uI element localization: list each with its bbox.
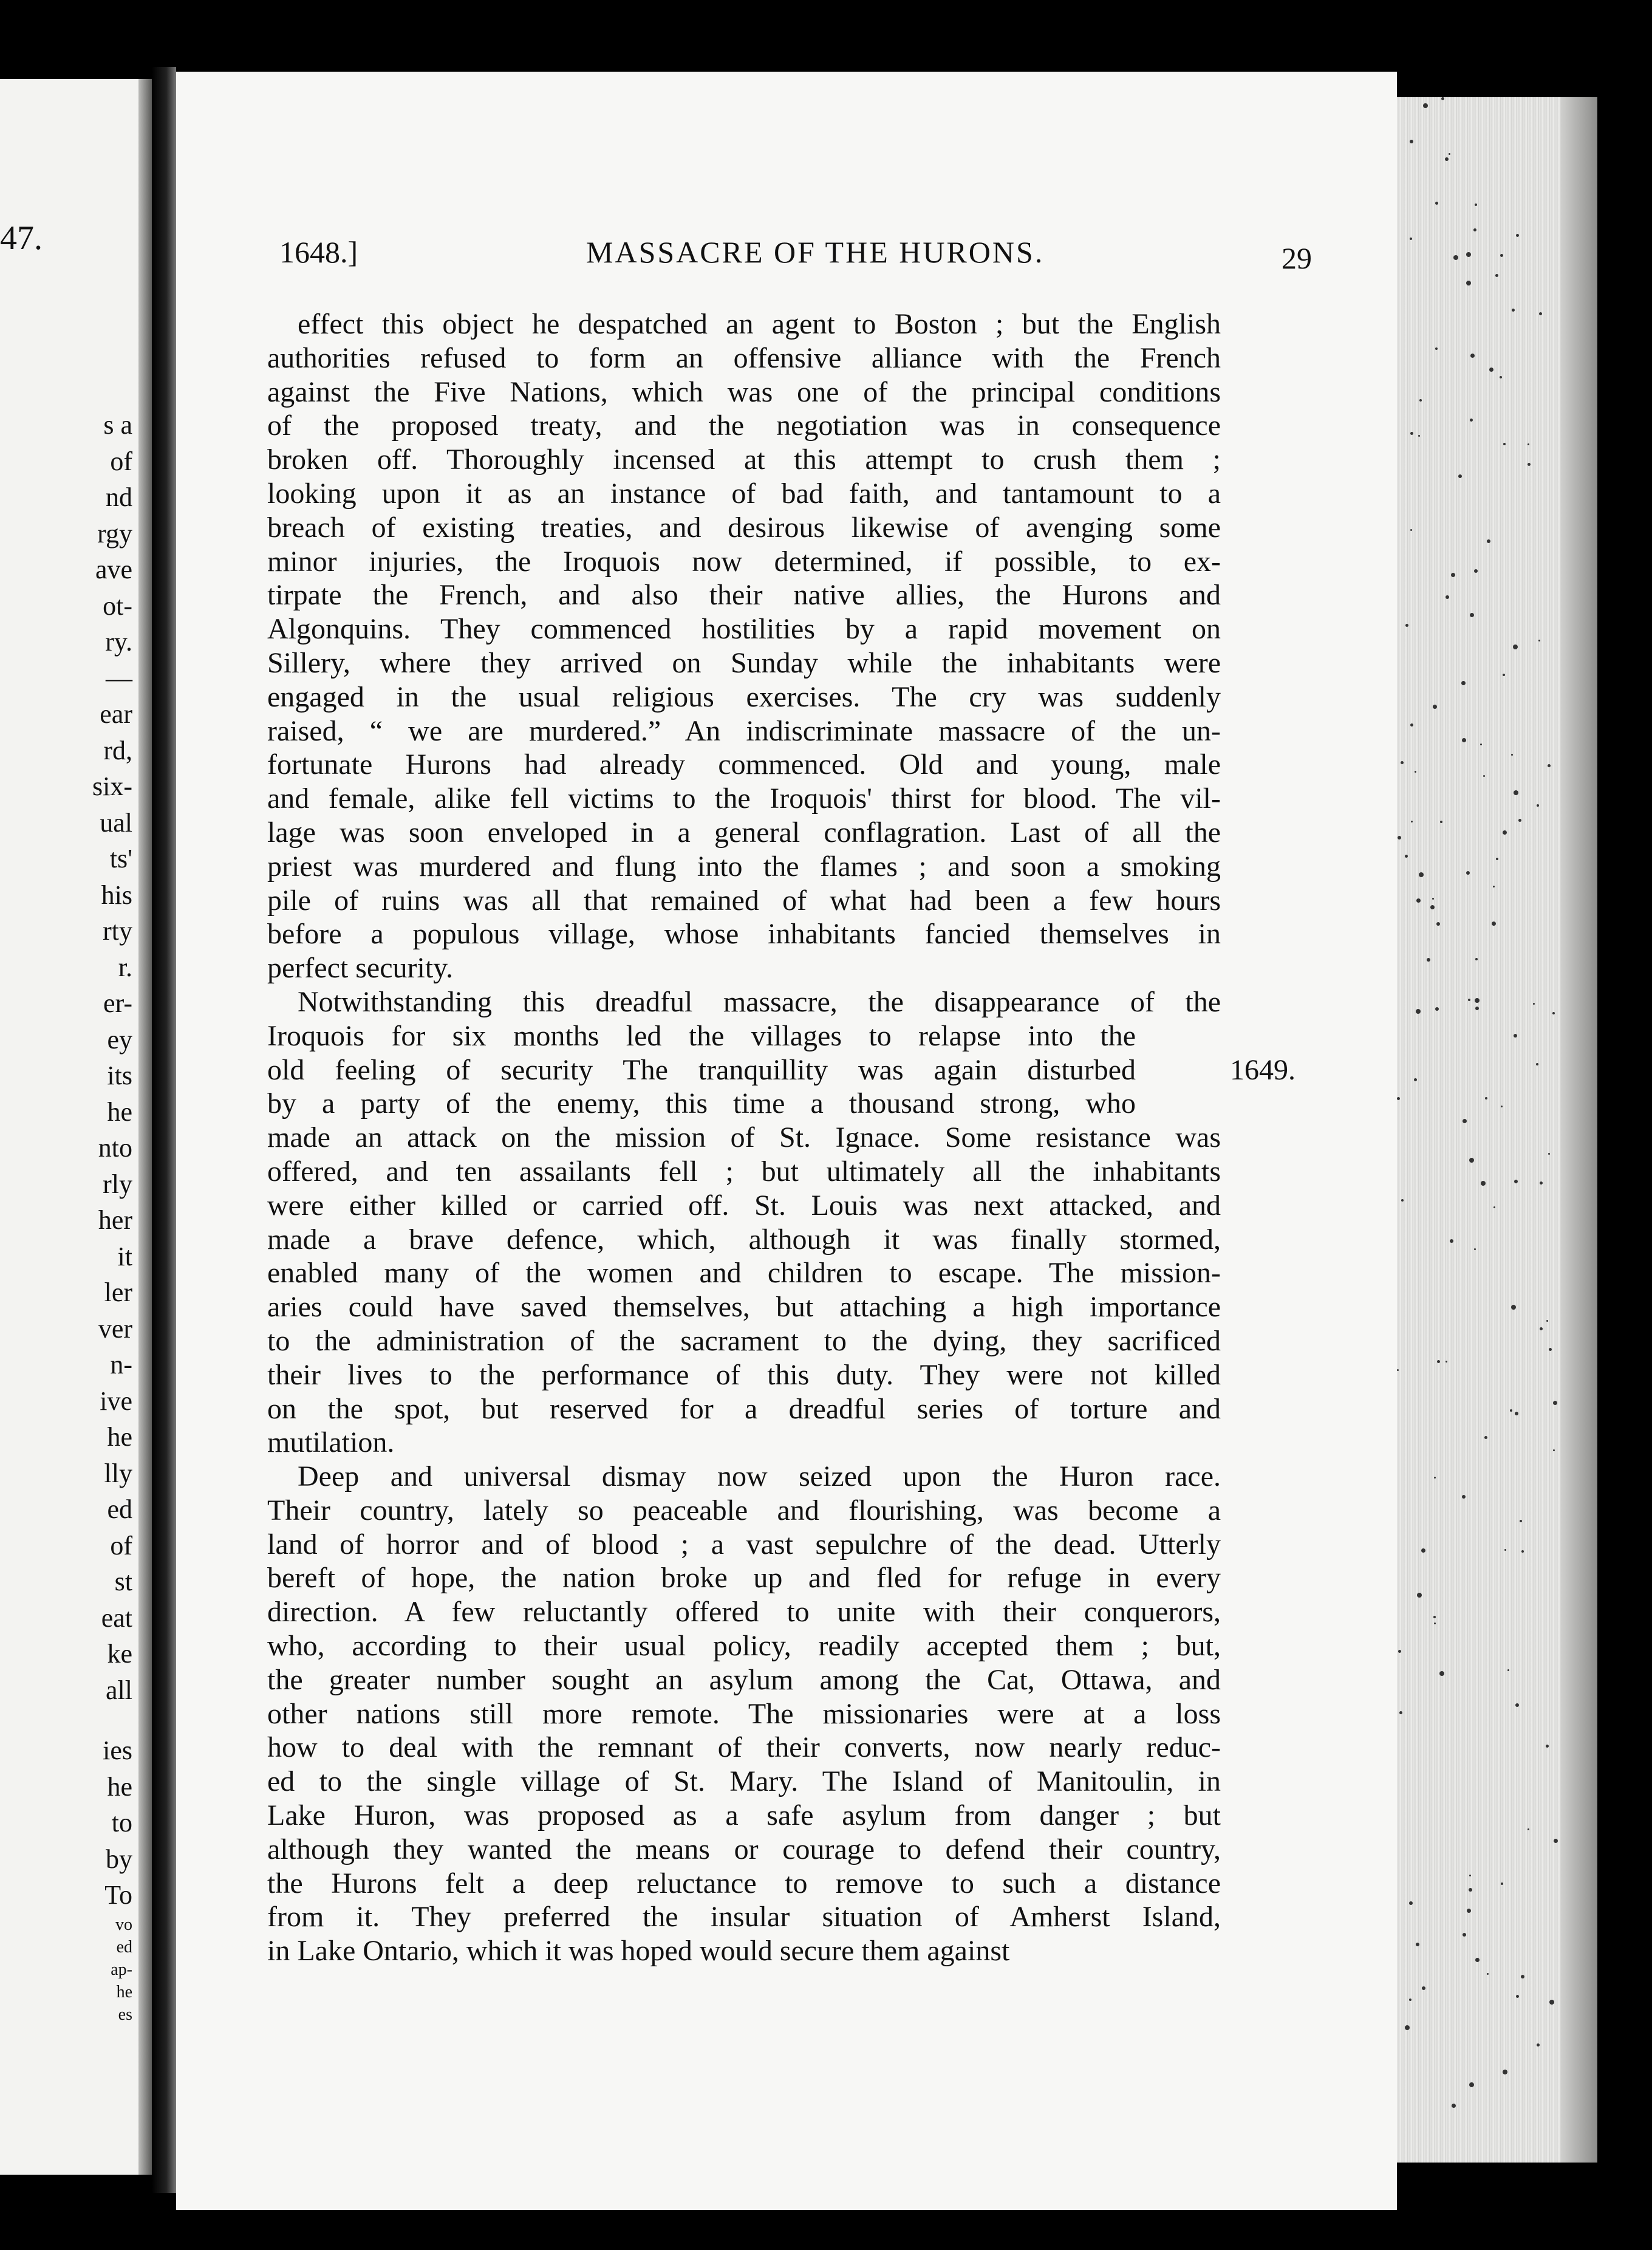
text-line: against the Five Nations, which was one of the principal conditions (267, 375, 1221, 408)
paper-speck (1419, 399, 1422, 402)
previous-page-line-fragment: to (111, 1808, 132, 1838)
previous-page-line-fragment: he (116, 1982, 132, 2002)
paper-speck (1503, 674, 1505, 676)
paper-speck (1435, 347, 1438, 350)
paper-speck (1503, 830, 1507, 835)
text-line: their lives to the performance of this duty. They were not killed (267, 1358, 1221, 1391)
previous-page-edge (0, 79, 152, 2175)
paper-speck (1405, 624, 1408, 627)
paper-speck (1507, 1669, 1509, 1671)
paper-speck (1451, 573, 1455, 577)
paper-speck (1546, 1745, 1549, 1748)
paper-speck (1501, 1882, 1503, 1885)
paper-speck (1495, 274, 1498, 277)
book-fore-edge (1397, 97, 1597, 2163)
paper-speck (1496, 858, 1498, 860)
paper-speck (1462, 1495, 1466, 1499)
previous-page-line-fragment: rgy (97, 518, 132, 549)
paper-speck (1554, 1839, 1558, 1843)
paper-speck (1516, 1995, 1519, 1998)
paper-speck (1470, 613, 1474, 617)
previous-page-line-fragment: of (110, 1530, 132, 1561)
paper-speck (1489, 368, 1493, 372)
previous-page-line-fragment: vo (115, 1915, 132, 1934)
paper-speck (1527, 443, 1529, 445)
paper-speck (1521, 1975, 1524, 1978)
previous-page-line-fragment: his (101, 880, 132, 910)
text-line: from it. They preferred the insular situation of Amherst Island, (267, 1901, 1221, 1934)
paper-speck (1536, 1063, 1538, 1065)
paper-speck (1439, 1671, 1444, 1676)
text-line: fortunate Hurons had already commenced. Old and young, male (267, 748, 1221, 781)
paper-speck (1417, 1593, 1422, 1598)
paper-speck (1474, 569, 1478, 573)
previous-page-line-fragment: r. (118, 952, 132, 982)
paper-speck (1462, 738, 1466, 742)
previous-page-line-fragment: he (107, 1771, 132, 1802)
previous-page-header-fragment: 47. (0, 219, 43, 257)
paper-speck (1485, 1097, 1487, 1099)
text-line: aries could have saved themselves, but attaching a high importance (267, 1291, 1221, 1324)
paper-speck (1463, 1933, 1466, 1937)
paper-speck (1435, 202, 1438, 205)
paper-speck (1518, 819, 1521, 822)
text-line: perfect security. (267, 952, 454, 985)
paper-speck (1515, 1703, 1519, 1707)
paper-speck (1500, 376, 1502, 378)
paper-speck (1401, 761, 1404, 764)
paper-speck (1469, 1875, 1471, 1876)
previous-page-line-fragment: he (107, 1422, 132, 1452)
paper-speck (1398, 836, 1401, 839)
paper-speck (1510, 1409, 1512, 1412)
paper-speck (1463, 1119, 1467, 1123)
previous-page-line-fragment: ts' (109, 844, 132, 874)
previous-page-line-fragment: he (107, 1096, 132, 1127)
paper-speck (1493, 886, 1495, 887)
text-line: raised, “ we are murdered.” An indiscriminate massacre of the un- (267, 714, 1221, 747)
paper-speck (1410, 723, 1413, 727)
previous-page-line-fragment: rty (103, 916, 132, 946)
paper-speck (1461, 681, 1466, 685)
previous-page-line-fragment: all (106, 1675, 132, 1705)
text-line: although they wanted the means or courage to defend their country, (267, 1833, 1221, 1865)
paper-speck (1427, 958, 1430, 962)
text-line: before a populous village, whose inhabitants fancied themselves in (267, 918, 1221, 951)
paper-speck (1415, 771, 1416, 773)
paper-speck (1416, 1943, 1419, 1946)
text-line: of the proposed treaty, and the negotiation was in consequence (267, 409, 1221, 442)
text-line: the Hurons felt a deep reluctance to remove to such a distance (267, 1867, 1221, 1900)
scan-border (0, 2214, 1652, 2250)
previous-page-line-fragment: s a (103, 410, 132, 440)
previous-page-line-fragment: ry. (105, 627, 132, 657)
paper-speck (1511, 1305, 1516, 1310)
previous-page-line-fragment: six- (92, 771, 132, 801)
paper-speck (1410, 529, 1412, 531)
paper-speck (1436, 922, 1440, 926)
paper-speck (1540, 1327, 1543, 1330)
paper-speck (1445, 595, 1449, 599)
paper-speck (1473, 228, 1476, 231)
paper-speck (1474, 1248, 1476, 1250)
paper-speck (1481, 1181, 1486, 1186)
text-line: Sillery, where they arrived on Sunday while the inhabitants were (267, 646, 1221, 679)
previous-page-line-fragment: nto (98, 1133, 132, 1163)
paper-speck (1452, 2104, 1456, 2108)
text-line: made a brave defence, which, although it was finally stormed, (267, 1223, 1221, 1256)
paper-speck (1410, 140, 1413, 143)
paper-speck (1538, 640, 1540, 641)
paper-speck (1469, 1888, 1472, 1892)
text-line: Notwithstanding this dreadful massacre, the disappearance of the (298, 985, 1221, 1018)
paper-speck (1405, 2025, 1410, 2030)
book-spine-shadow (138, 79, 152, 2175)
paper-speck (1520, 1520, 1522, 1522)
paper-speck (1537, 804, 1539, 807)
text-line: the greater number sought an asylum among the Cat, Ottawa, and (267, 1663, 1221, 1696)
previous-page-line-fragment: nd (106, 482, 132, 512)
paper-speck (1552, 1012, 1555, 1014)
paper-speck (1475, 1958, 1480, 1962)
text-line: broken off. Thoroughly incensed at this attempt to crush them ; (267, 443, 1221, 476)
paper-speck (1449, 153, 1450, 155)
paper-speck (1416, 1009, 1421, 1014)
text-line: offered, and ten assailants fell ; but ultimately all the inhabitants (267, 1155, 1221, 1188)
paper-speck (1516, 234, 1519, 237)
paper-speck (1469, 2082, 1474, 2087)
text-line: in Lake Ontario, which it was hoped would secure them against (267, 1935, 1010, 1968)
previous-page-line-fragment: lly (104, 1458, 132, 1488)
text-line: made an attack on the mission of St. Ignace. Some resistance was (267, 1121, 1221, 1154)
paper-speck (1440, 821, 1442, 823)
paper-speck (1409, 1901, 1413, 1905)
text-line: Their country, lately so peaceable and flourishing, was become a (267, 1494, 1221, 1527)
text-line: tirpate the French, and also their native allies, the Hurons and (267, 579, 1221, 612)
text-line: direction. A few reluctantly offered to unite with their conquerors, (267, 1596, 1221, 1629)
paper-speck (1470, 354, 1475, 358)
paper-speck (1411, 821, 1413, 822)
paper-speck (1515, 1412, 1518, 1415)
paper-speck (1458, 474, 1462, 478)
previous-page-line-fragment: ave (95, 555, 132, 584)
paper-speck (1437, 1360, 1440, 1363)
running-head-title: MASSACRE OF THE HURONS. (586, 235, 1045, 269)
paper-speck (1397, 1097, 1400, 1100)
paper-speck (1397, 1369, 1399, 1371)
paper-speck (1399, 1711, 1402, 1714)
paper-speck (1533, 1003, 1535, 1005)
margin-date-note: 1649. (1230, 1053, 1295, 1086)
paper-speck (1514, 790, 1518, 795)
paper-speck (1435, 1007, 1439, 1011)
paper-speck (1470, 419, 1473, 422)
text-line: lage was soon enveloped in a general conflagration. Last of all the (267, 816, 1221, 849)
previous-page-line-fragment: eat (101, 1602, 132, 1633)
paper-speck (1501, 1106, 1503, 1107)
paper-speck (1453, 255, 1458, 260)
paper-speck (1549, 1348, 1552, 1351)
text-line: other nations still more remote. The missionaries were at a loss (267, 1697, 1221, 1730)
previous-page-line-fragment: ed (116, 1937, 132, 1957)
previous-page-spacer (0, 1708, 132, 1732)
paper-speck (1469, 1158, 1474, 1163)
previous-page-line-fragment: its (107, 1061, 132, 1090)
text-line: Algonquins. They commenced hostilities by a rapid movement on (267, 613, 1221, 646)
paper-speck (1548, 764, 1551, 767)
text-line: mutilation. (267, 1426, 395, 1459)
text-line: by a party of the enemy, this time a thousand strong, who (267, 1087, 1136, 1120)
text-line: looking upon it as an instance of bad faith, and tantamount to a (267, 477, 1221, 510)
body-text (267, 307, 1295, 1968)
paper-speck (1521, 1550, 1524, 1553)
text-line: breach of existing treaties, and desirous likewise of avenging some (267, 511, 1221, 544)
paper-speck (1487, 539, 1490, 543)
paper-speck (1433, 705, 1437, 709)
previous-page-line-fragment: ey (107, 1024, 132, 1055)
paper-speck (1414, 1078, 1417, 1081)
text-line: enabled many of the women and children to escape. The mission- (267, 1257, 1221, 1290)
previous-page-line-fragment: n- (110, 1350, 132, 1380)
paper-speck (1419, 872, 1424, 877)
paper-speck (1401, 1199, 1404, 1202)
paper-speck (1537, 2043, 1540, 2047)
paper-speck (1434, 1477, 1436, 1479)
previous-page-line-fragment: ver (98, 1313, 132, 1344)
text-line: land of horror and of blood ; a vast sepulchre of the dead. Utterly (267, 1528, 1221, 1561)
paper-speck (1445, 157, 1449, 161)
previous-page-line-fragment: rd, (103, 735, 132, 765)
paper-speck (1434, 1623, 1436, 1624)
paper-speck (1422, 1986, 1425, 1990)
paper-speck (1493, 1206, 1495, 1208)
paper-speck (1539, 312, 1542, 315)
paper-speck (1527, 1828, 1529, 1830)
book-page (176, 72, 1397, 2210)
previous-page-line-fragment: ot- (103, 590, 132, 621)
paper-speck (1466, 871, 1470, 875)
text-line: engaged in the usual religious exercises. The cry was suddenly (267, 680, 1221, 713)
previous-page-line-fragment: — (106, 663, 132, 693)
paper-speck (1423, 103, 1428, 108)
paper-speck (1503, 443, 1506, 445)
text-line: who, according to their usual policy, readily accepted them ; but, (267, 1630, 1221, 1663)
paper-speck (1540, 1181, 1543, 1185)
page-number: 29 (1282, 241, 1312, 275)
paper-speck (1418, 435, 1420, 437)
paper-speck (1553, 1449, 1555, 1451)
running-head-year: 1648.] (279, 235, 358, 269)
text-line: how to deal with the remnant of their converts, now nearly reduc- (267, 1731, 1221, 1764)
previous-page-line-fragment: er- (103, 988, 132, 1018)
previous-page-line-fragment: st (114, 1567, 132, 1596)
paper-speck (1475, 1007, 1479, 1010)
previous-page-line-fragment: it (117, 1241, 132, 1271)
paper-speck (1430, 905, 1435, 909)
text-line: and female, alike fell victims to the Iroquois' thirst for blood. The vil- (267, 782, 1221, 815)
paper-speck (1492, 922, 1496, 926)
paper-speck (1432, 898, 1434, 900)
text-line: effect this object he despatched an agent to Boston ; but the English (298, 308, 1221, 340)
paper-speck (1441, 97, 1444, 100)
fore-edge-shade (1561, 97, 1597, 2163)
previous-page-line-fragment: by (106, 1844, 132, 1874)
text-line: were either killed or carried off. St. Louis was next attacked, and (267, 1189, 1221, 1222)
text-line: ed to the single village of St. Mary. The Island of Manitoulin, in (267, 1765, 1221, 1798)
paper-speck (1410, 238, 1412, 240)
book-gutter (152, 67, 176, 2193)
paper-speck (1549, 2000, 1554, 2005)
running-head (279, 234, 1397, 277)
text-line: bereft of hope, the nation broke up and fled for refuge in every (267, 1562, 1221, 1595)
previous-page-line-fragment: ive (100, 1386, 132, 1416)
previous-page-line-fragment: ear (100, 699, 132, 729)
previous-page-line-fragment: To (104, 1880, 132, 1910)
paper-speck (1445, 1361, 1447, 1363)
paper-speck (1450, 1239, 1453, 1243)
text-line: priest was murdered and flung into the flames ; and soon a smoking (267, 850, 1221, 883)
paper-speck (1500, 254, 1503, 257)
paper-speck (1416, 898, 1421, 903)
paper-speck (1504, 1549, 1506, 1551)
paper-speck (1487, 1973, 1489, 1975)
text-line: old feeling of security The tranquillity was again disturbed (267, 1053, 1136, 1086)
paper-speck (1475, 998, 1480, 1003)
paper-speck (1421, 1548, 1425, 1553)
paper-speck (1475, 203, 1477, 206)
paper-speck (1466, 281, 1471, 286)
paper-speck (1483, 775, 1485, 777)
paper-speck (1405, 855, 1408, 858)
previous-page-line-fragment: ke (107, 1639, 132, 1669)
paper-speck (1527, 463, 1531, 466)
paper-speck (1467, 1909, 1471, 1913)
paper-speck (1398, 1650, 1401, 1653)
previous-page-line-fragment: es (118, 2005, 132, 2024)
text-line: minor injuries, the Iroquois now determined, if possible, to ex- (267, 545, 1221, 578)
previous-page-line-fragment: her (98, 1205, 132, 1235)
paper-speck (1468, 999, 1470, 1001)
previous-page-line-fragment: of (110, 446, 132, 476)
text-line: on the spot, but reserved for a dreadful series of torture and (267, 1392, 1221, 1425)
text-line: authorities refused to form an offensive alliance with the French (267, 341, 1221, 374)
previous-page-line-fragment: ual (100, 807, 132, 838)
paper-speck (1409, 1999, 1411, 2001)
paper-speck (1433, 1616, 1436, 1618)
text-line: to the administration of the sacrament to the dying, they sacrificed (267, 1324, 1221, 1357)
paper-speck (1410, 432, 1413, 435)
previous-page-line-fragment: ler (104, 1277, 132, 1307)
previous-page-line-fragment: rly (103, 1169, 132, 1199)
paper-speck (1466, 252, 1471, 257)
text-line: Lake Huron, was proposed as a safe asylum from danger ; but (267, 1799, 1221, 1832)
paper-speck (1480, 744, 1482, 745)
paper-speck (1546, 1320, 1548, 1322)
paper-speck (1513, 645, 1518, 649)
paper-speck (1475, 958, 1478, 960)
paper-speck (1514, 1034, 1517, 1038)
text-line: Iroquois for six months led the villages to relapse into the (267, 1019, 1136, 1052)
paper-speck (1548, 1153, 1550, 1155)
paper-speck (1512, 309, 1515, 312)
previous-page-text-fragments (0, 407, 132, 2026)
previous-page-line-fragment: ed (107, 1494, 132, 1524)
text-line: pile of ruins was all that remained of what had been a few hours (267, 884, 1221, 917)
paper-speck (1484, 1436, 1487, 1439)
previous-page-line-fragment: ap- (111, 1960, 132, 1979)
previous-page-line-fragment: ies (103, 1735, 132, 1765)
text-line: Deep and universal dismay now seized upon the Huron race. (298, 1460, 1221, 1493)
paper-speck (1553, 1401, 1557, 1405)
paper-speck (1514, 1180, 1518, 1183)
paper-speck (1511, 754, 1513, 756)
paper-speck (1503, 2070, 1507, 2074)
